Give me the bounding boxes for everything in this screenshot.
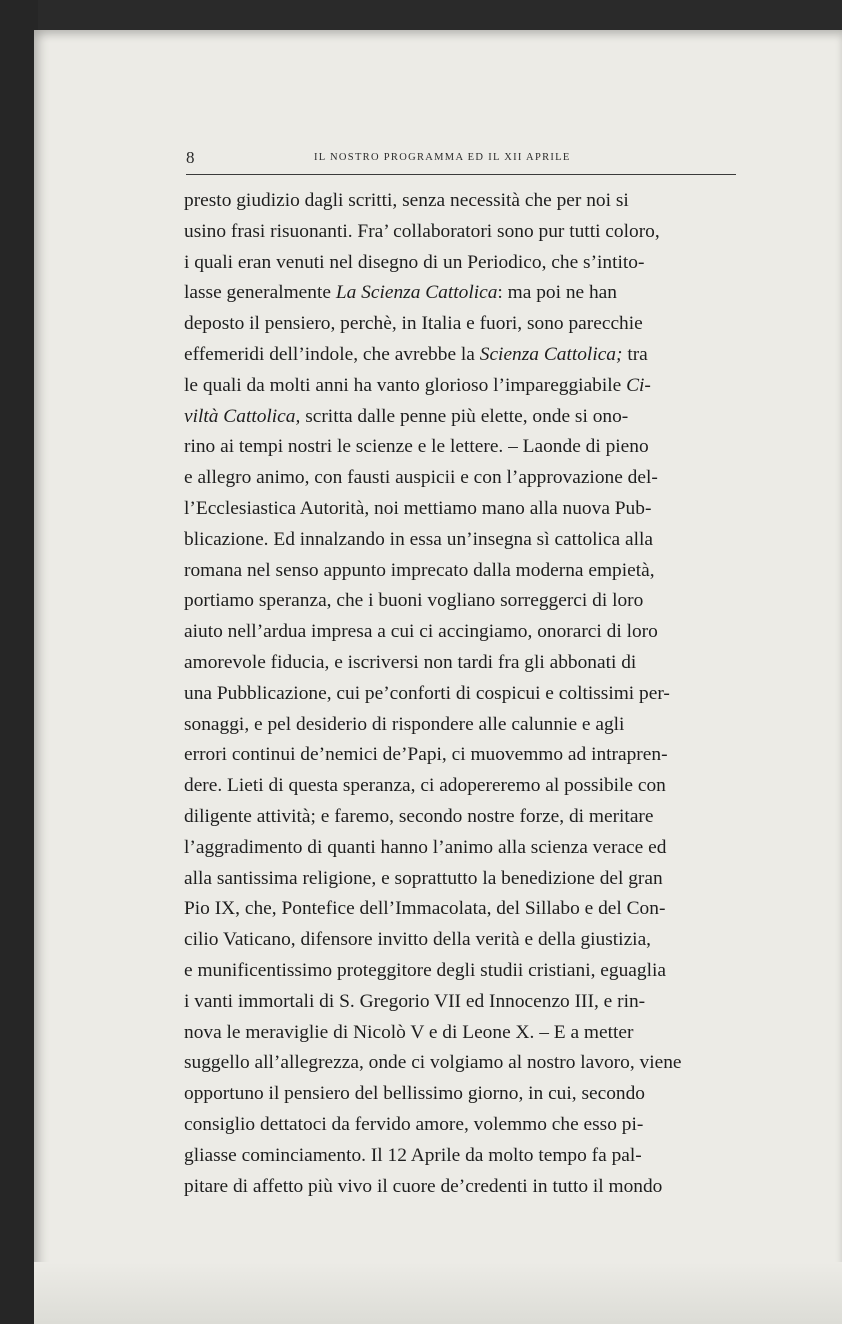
text-line: presto giudizio dagli scritti, senza necessità che per noi si: [184, 190, 629, 211]
text-line: nova le meraviglie di Nicolò V e di Leone X. – E a metter: [184, 1021, 634, 1043]
text-line: e allegro animo, con fausti auspicii e con l’approvazione del-: [184, 467, 658, 489]
text-line: effemeridi dell’indole, che avrebbe la Scienza Cattolica; tra: [184, 343, 648, 365]
text-line: amorevole fiducia, e iscriversi non tardi fra gli abbonati di: [184, 651, 637, 673]
text-line: e munificentissimo proteggitore degli studii cristiani, eguaglia: [184, 959, 666, 981]
scan-border-top: [0, 0, 842, 34]
page-header: [186, 148, 736, 176]
text-line: errori continui de’nemici de’Papi, ci muovemmo ad intrapren-: [184, 744, 668, 766]
text-line: alla santissima religione, e soprattutto la benedizione del gran: [184, 867, 663, 889]
scan-border-left: [0, 0, 38, 1324]
text-line: deposto il pensiero, perchè, in Italia e fuori, sono parecchie: [184, 313, 643, 335]
text-line: sonaggi, e pel desiderio di rispondere alle calunnie e agli: [184, 713, 625, 735]
text-line: blicazione. Ed innalzando in essa un’insegna sì cattolica alla: [184, 528, 653, 550]
running-title: IL NOSTRO PROGRAMMA ED IL XII APRILE: [314, 152, 571, 163]
text-line: gliasse cominciamento. Il 12 Aprile da molto tempo fa pal-: [184, 1144, 642, 1166]
text-line: Pio IX, che, Pontefice dell’Immacolata, del Sillabo e del Con-: [184, 898, 666, 920]
text-line: cilio Vaticano, difensore invitto della verità e della giustizia,: [184, 929, 652, 951]
text-line: i vanti immortali di S. Gregorio VII ed Innocenzo III, e rin-: [184, 990, 646, 1012]
text-line: dere. Lieti di questa speranza, ci adopereremo al possibile con: [184, 775, 666, 797]
text-line: l’aggradimento di quanti hanno l’animo alla scienza verace ed: [184, 836, 667, 858]
page-number: 8: [186, 148, 195, 167]
header-rule: [186, 174, 736, 175]
text-line: diligente attività; e faremo, secondo nostre forze, di meritare: [184, 805, 654, 827]
text-line: consiglio dettatoci da fervido amore, volemmo che esso pi-: [184, 1113, 644, 1135]
text-line: pitare di affetto più vivo il cuore de’credenti in tutto il mondo: [184, 1175, 663, 1197]
text-line: usino frasi risuonanti. Fra’ collaboratori sono pur tutti coloro,: [184, 220, 660, 242]
text-line: lasse generalmente La Scienza Cattolica: ma poi ne han: [184, 282, 617, 304]
text-line: una Pubblicazione, cui pe’conforti di cospicui e coltissimi per-: [184, 682, 670, 704]
text-line: viltà Cattolica, scritta dalle penne più elette, onde si ono-: [184, 405, 629, 427]
text-line: portiamo speranza, che i buoni vogliano sorreggerci di loro: [184, 590, 644, 612]
text-line: romana nel senso appunto imprecato dalla moderna empietà,: [184, 559, 655, 581]
text-line: opportuno il pensiero del bellissimo giorno, in cui, secondo: [184, 1083, 646, 1105]
text-line: i quali eran venuti nel disegno di un Periodico, che s’intito-: [184, 251, 645, 273]
text-line: aiuto nell’ardua impresa a cui ci accingiamo, onorarci di loro: [184, 621, 658, 643]
text-line: l’Ecclesiastica Autorità, noi mettiamo mano alla nuova Pub-: [184, 497, 652, 519]
body-text: [184, 186, 744, 1202]
text-line: rino ai tempi nostri le scienze e le lettere. – Laonde di pieno: [184, 436, 649, 458]
text-line: suggello all’allegrezza, onde ci volgiamo al nostro lavoro, viene: [184, 1052, 682, 1074]
page-bottom-margin: [34, 1262, 842, 1324]
text-line: le quali da molti anni ha vanto glorioso l’impareggiabile Ci-: [184, 374, 651, 396]
